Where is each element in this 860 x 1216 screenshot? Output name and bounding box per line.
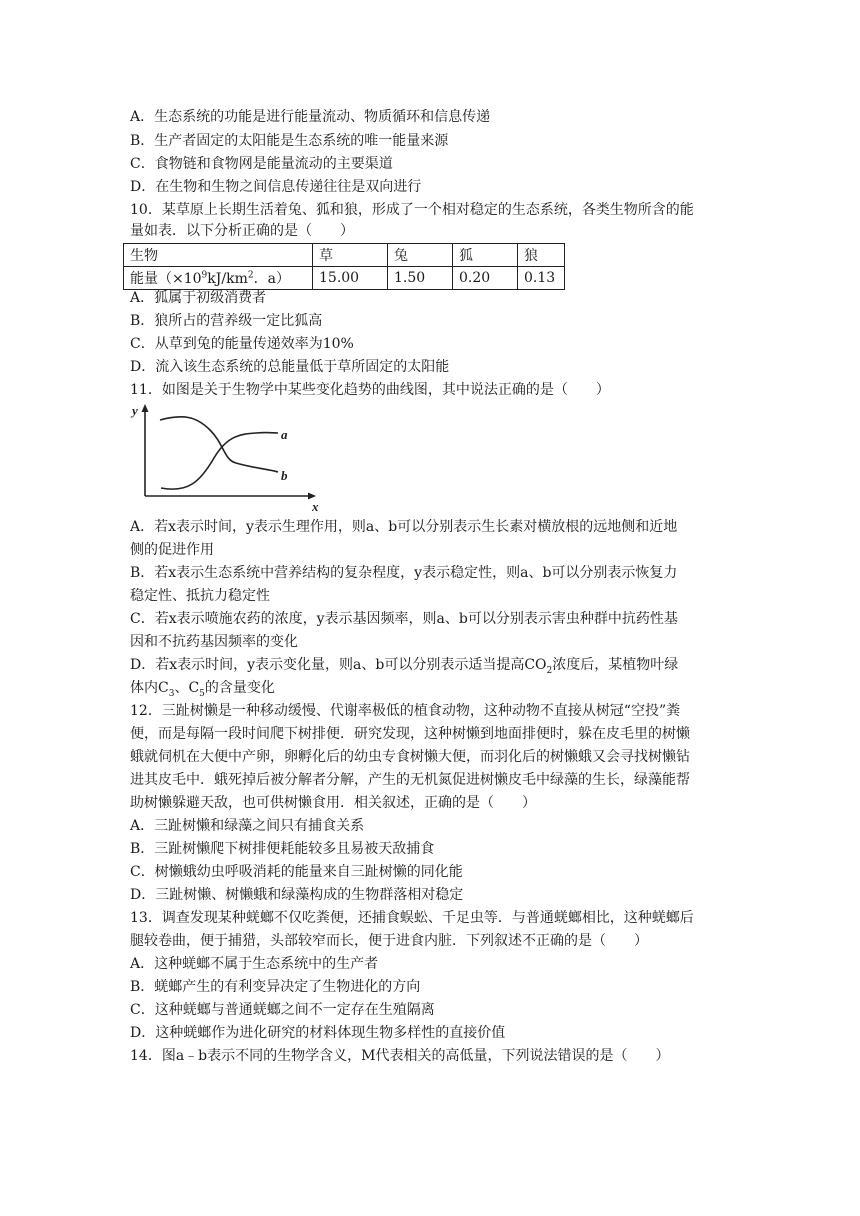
q12-stem-line3: 蛾就伺机在大便中产卵，卵孵化后的幼虫专食树懒大便，而羽化后的树懒蛾又会寻找树懒钻: [130, 749, 690, 765]
q12-option-b: B．三趾树懒爬下树排便耗能较多且易被天敌捕食: [130, 841, 435, 857]
q11-option-d-line1: D．若x表示时间，y表示变化量，则a、b可以分别表示适当提高$CO_2$浓度后，某植物叶绿: [130, 657, 679, 676]
q9-option-c: C．食物链和食物网是能量流动的主要渠道: [130, 156, 393, 172]
q11-option-a-line2: 侧的促进作用: [130, 542, 214, 558]
q13-option-b: B．蜣螂产生的有利变异决定了生物进化的方向: [130, 979, 421, 995]
q11-option-c-line2: 因和不抗药基因频率的变化: [130, 634, 298, 650]
table-cell: 1.50: [388, 267, 453, 290]
table-cell: 0.20: [453, 267, 518, 290]
energy-table: [123, 243, 565, 290]
curve-a: [161, 433, 278, 490]
curve-b: [160, 417, 278, 472]
q12-option-a: A．三趾树懒和绿藻之间只有捕食关系: [130, 818, 365, 834]
table-row-label: 能量（$\times 10^9kJ/km^2$．a）: [124, 267, 313, 290]
table-cell: 0.13: [518, 267, 565, 290]
q12-stem-line4: 进其皮毛中．蛾死掉后被分解者分解，产生的无机氮促进树懒皮毛中绿藻的生长，绿藻能帮: [130, 772, 690, 788]
q12-option-d: D．三趾树懒、树懒蛾和绿藻构成的生物群落相对稳定: [130, 887, 464, 903]
q13-option-d: D．这种蜣螂作为进化研究的材料体现生物多样性的直接价值: [130, 1025, 506, 1041]
q13-option-c: C．这种蜣螂与普通蜣螂之间不一定存在生殖隔离: [130, 1002, 435, 1018]
q10-stem-line2: 量如表．以下分析正确的是（ ）: [130, 223, 354, 239]
q10-option-a: A．狐属于初级消费者: [130, 290, 267, 306]
q9-option-d: D．在生物和生物之间信息传递往往是双向进行: [130, 179, 422, 195]
trend-curve-figure: [128, 400, 328, 512]
curve-b-label: b: [281, 468, 288, 483]
table-header-cell: 狼: [518, 244, 565, 267]
x-axis-label: x: [312, 499, 319, 512]
table-header-row: [124, 244, 565, 267]
q12-option-c: C．树懒蛾幼虫呼吸消耗的能量来自三趾树懒的同化能: [130, 864, 463, 880]
q9-option-b: B．生产者固定的太阳能是生态系统的唯一能量来源: [130, 133, 449, 149]
table-header-cell: 狐: [453, 244, 518, 267]
curve-a-label: a: [281, 427, 288, 442]
q13-stem-line1: 13．调查发现某种蜣螂不仅吃粪便，还捕食蜈蚣、千足虫等．与普通蜣螂相比，这种蜣螂后: [130, 910, 694, 926]
q12-stem-line5: 助树懒躲避天敌，也可供树懒食用．相关叙述，正确的是（ ）: [130, 795, 536, 811]
table-cell: 15.00: [313, 267, 388, 290]
q10-stem-line1: 10．某草原上长期生活着兔、狐和狼，形成了一个相对稳定的生态系统，各类生物所含的能: [130, 202, 694, 218]
table-header-cell: 草: [313, 244, 388, 267]
q11-option-a-line1: A．若x表示时间，y表示生理作用，则a、b可以分别表示生长素对横放根的远地侧和近地: [130, 519, 678, 535]
q10-option-d: D．流入该生态系统的总能量低于草所固定的太阳能: [130, 359, 450, 375]
q11-option-b-line2: 稳定性、抵抗力稳定性: [130, 588, 270, 604]
q10-option-b: B．狼所占的营养级一定比狐高: [130, 313, 323, 329]
q13-option-a: A．这种蜣螂不属于生态系统中的生产者: [130, 956, 379, 972]
table-header-cell: 兔: [388, 244, 453, 267]
table-header-cell: 生物: [124, 244, 313, 267]
y-axis-arrow: [142, 404, 149, 412]
q13-stem-line2: 腿较卷曲，便于捕猎，头部较窄而长，便于进食内脏．下列叙述不正确的是（ ）: [130, 933, 648, 949]
q9-option-a: A．生态系统的功能是进行能量流动、物质循环和信息传递: [130, 109, 491, 125]
q14-stem: 14．图a﹣b表示不同的生物学含义，M代表相关的高低量，下列说法错误的是（ ）: [130, 1048, 670, 1064]
q12-stem-line1: 12．三趾树懒是一种移动缓慢、代谢率极低的植食动物，这种动物不直接从树冠“空投”粪: [130, 703, 681, 719]
q12-stem-line2: 便，而是每隔一段时间爬下树排便．研究发现，这种树懒到地面排便时，躲在皮毛里的树懒: [130, 726, 690, 742]
q11-option-d-line2: 体内$C_3$、$C_5$的含量变化: [130, 680, 275, 699]
y-axis-label: y: [132, 403, 138, 418]
q10-option-c: C．从草到兔的能量传递效率为10%: [130, 336, 354, 352]
q11-option-c-line1: C．若x表示喷施农药的浓度，y表示基因频率，则a、b可以分别表示害虫种群中抗药性基: [130, 611, 678, 627]
q11-stem: 11．如图是关于生物学中某些变化趋势的曲线图，其中说法正确的是（ ）: [130, 382, 610, 398]
q11-option-b-line1: B．若x表示生态系统中营养结构的复杂程度，y表示稳定性，则a、b可以分别表示恢复力: [130, 565, 678, 581]
